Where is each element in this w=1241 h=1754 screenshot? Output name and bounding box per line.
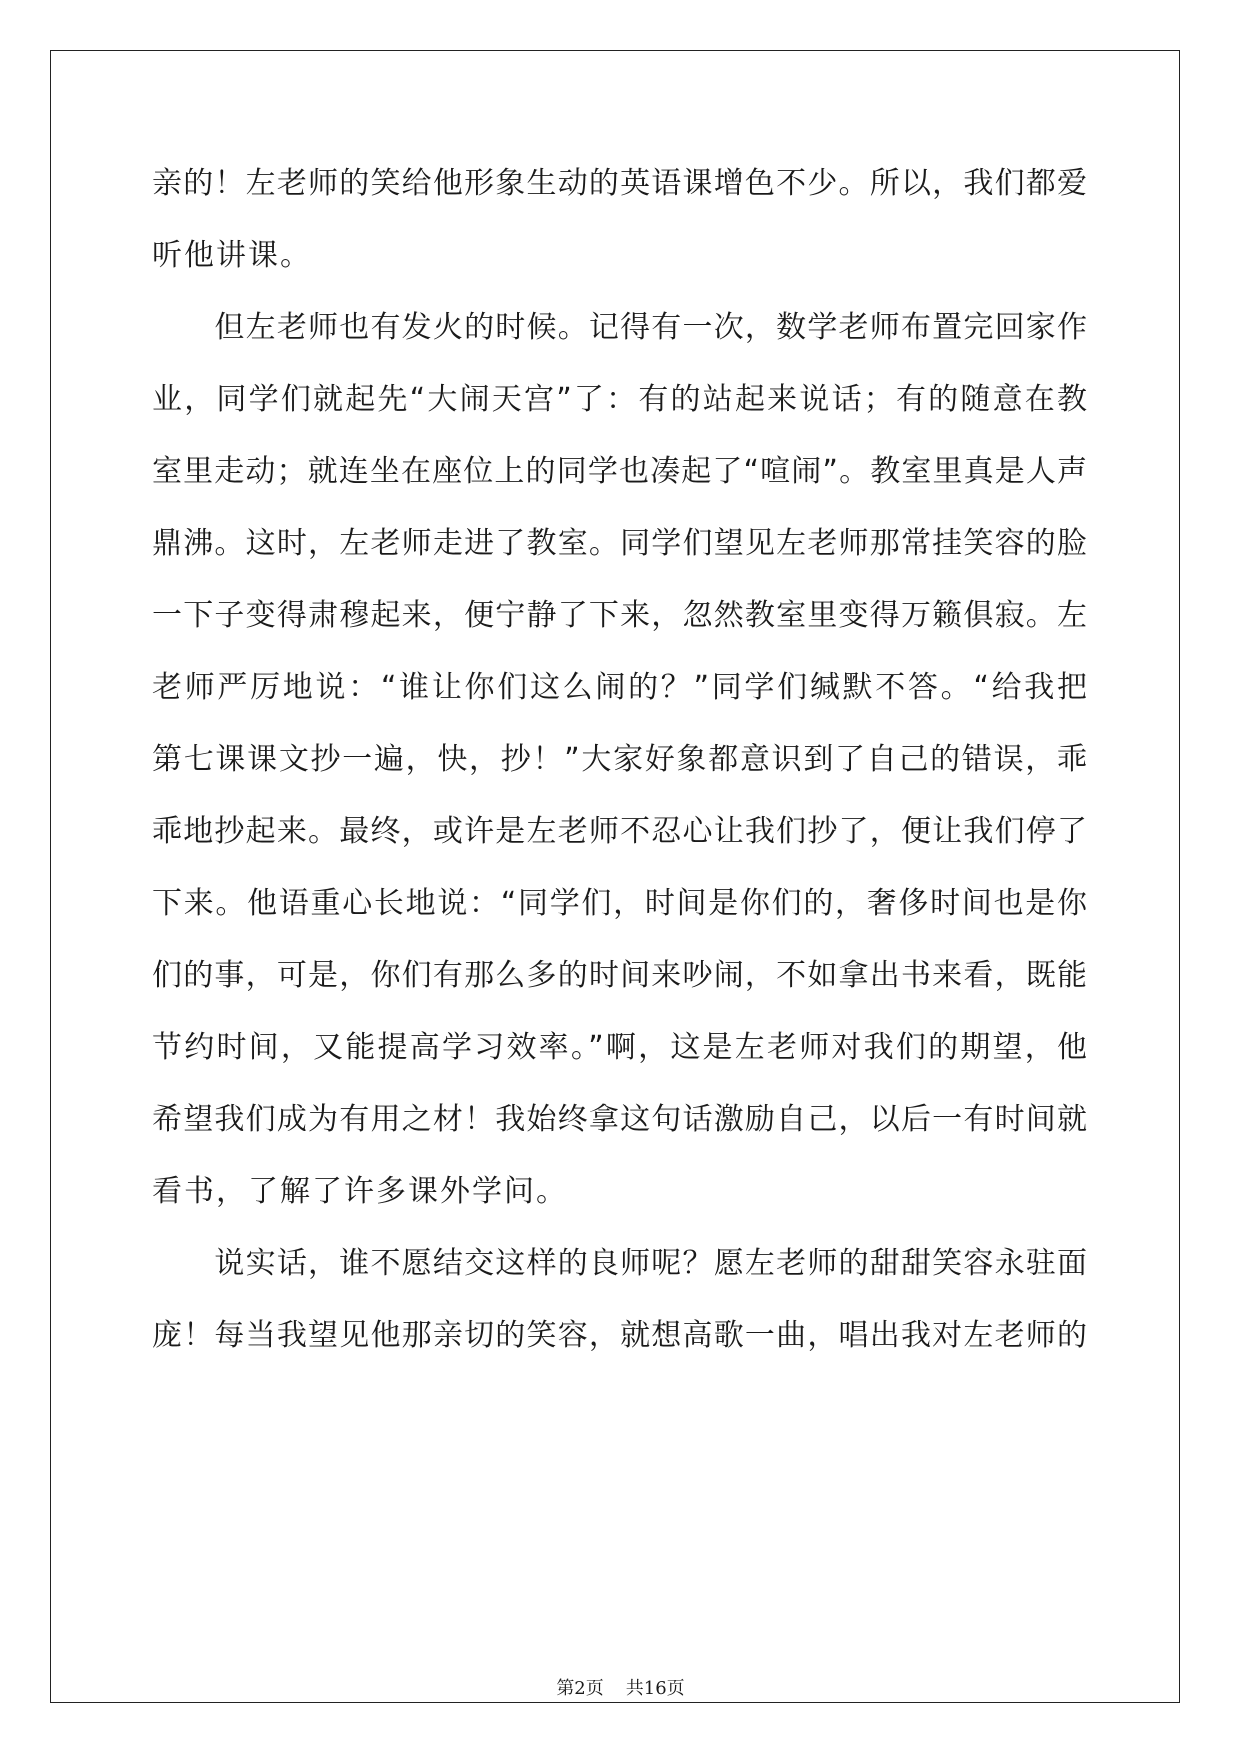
text-line: 看书，了解了许多课外学问。: [152, 1174, 568, 1209]
text-line: 亲的！左老师的笑给他形象生动的英语课增色不少。所以，我们都爱: [152, 166, 1087, 201]
text-line: 乖地抄起来。最终，或许是左老师不忍心让我们抄了，便让我们停了: [152, 814, 1087, 849]
text-line: 室里走动；就连坐在座位上的同学也凑起了“喧闹”。教室里真是人声: [152, 454, 1087, 489]
text-line: 下来。他语重心长地说：“同学们，时间是你们的，奢侈时间也是你: [152, 886, 1087, 921]
text-line: 但左老师也有发火的时候。记得有一次，数学老师布置完回家作: [152, 310, 1087, 345]
text-line: 老师严厉地说：“谁让你们这么闹的？”同学们缄默不答。“给我把: [152, 670, 1087, 705]
text-line: 第七课课文抄一遍，快，抄！”大家好象都意识到了自己的错误，乖: [152, 742, 1087, 777]
text-line: 们的事，可是，你们有那么多的时间来吵闹，不如拿出书来看，既能: [152, 958, 1087, 993]
text-line: 鼎沸。这时，左老师走进了教室。同学们望见左老师那常挂笑容的脸: [152, 526, 1087, 561]
text-line: 听他讲课。: [152, 238, 312, 273]
text-line: 业，同学们就起先“大闹天宫”了：有的站起来说话；有的随意在教: [152, 382, 1087, 417]
text-line: 一下子变得肃穆起来，便宁静了下来，忽然教室里变得万籁俱寂。左: [152, 598, 1087, 633]
page-total: 共16页: [625, 1678, 685, 1699]
page-border: [50, 50, 1180, 1703]
text-line: 希望我们成为有用之材！我始终拿这句话激励自己，以后一有时间就: [152, 1102, 1087, 1137]
text-line: 庞！每当我望见他那亲切的笑容，就想高歌一曲，唱出我对左老师的: [152, 1318, 1087, 1353]
page-number: 第2页: [556, 1678, 604, 1699]
text-line: 说实话，谁不愿结交这样的良师呢？愿左老师的甜甜笑容永驻面: [152, 1246, 1087, 1281]
page-footer: [0, 1678, 1241, 1700]
text-line: 节约时间，又能提高学习效率。”啊，这是左老师对我们的期望，他: [152, 1030, 1087, 1065]
